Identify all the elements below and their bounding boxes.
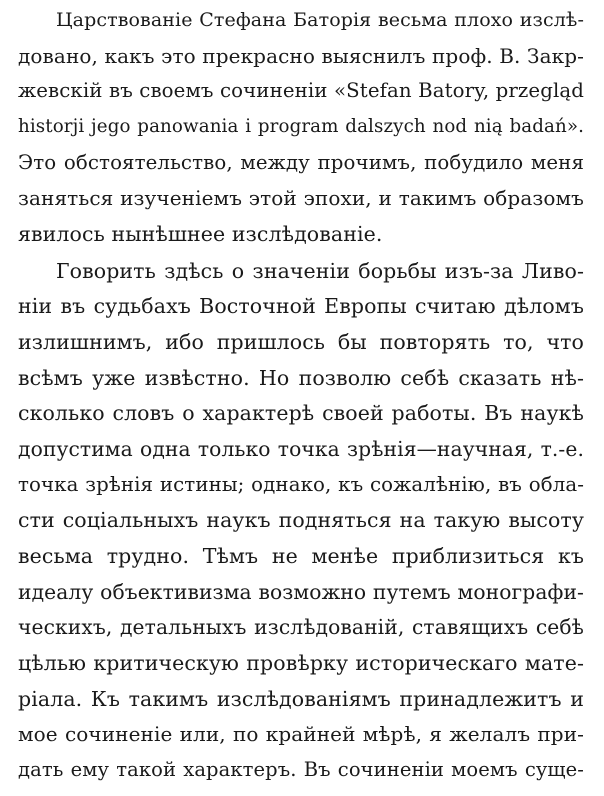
- text-line: сколько словъ о характерѣ своей работы. Въ наукѣ: [18, 401, 584, 425]
- text-line: довано, какъ это прекрасно выяснилъ проф. В. Закр-: [18, 44, 584, 68]
- text-line: явилось нынѣшнее изслѣдованіе.: [18, 222, 383, 246]
- text-line: Говорить здѣсь о значеніи борьбы изъ-за Ливо-: [56, 259, 584, 283]
- text-line: ріала. Къ такимъ изслѣдованіямъ принадлежитъ и: [18, 687, 584, 711]
- text-line: излишнимъ, ибо пришлось бы повторять то, что: [18, 330, 584, 354]
- text-line: ніи въ судьбахъ Восточной Европы считаю дѣломъ: [18, 294, 584, 318]
- text-line: дать ему такой характеръ. Въ сочиненіи моемъ суще-: [18, 758, 584, 781]
- text-line: historji jego panowania i program dalszych nod nią badań».: [18, 116, 584, 137]
- text-line: мое сочиненіе или, по крайней мѣрѣ, я желалъ при-: [18, 722, 584, 746]
- text-line: допустима одна только точка зрѣнія—научная, т.-е.: [18, 437, 584, 461]
- text-line: заняться изученіемъ этой эпохи, и такимъ образомъ: [18, 186, 584, 210]
- text-line: Царствованіе Стефана Баторія весьма плохо изслѣ-: [56, 9, 584, 31]
- text-line: сти соціальныхъ наукъ подняться на такую высоту: [18, 508, 584, 532]
- text-line: весьма трудно. Тѣмъ не менѣе приблизиться къ: [18, 544, 584, 568]
- text-line: ческихъ, детальныхъ изслѣдованій, ставящихъ себѣ: [18, 615, 584, 639]
- text-line: цѣлью критическую провѣрку историческаго мате-: [18, 651, 584, 675]
- text-line: точка зрѣнія истины; однако, къ сожалѣнію, въ обла-: [18, 473, 584, 496]
- text-line: идеалу объективизма возможно путемъ монографи-: [18, 580, 584, 604]
- text-line: Это обстоятельство, между прочимъ, побудило меня: [18, 151, 584, 174]
- text-line: жевскій въ своемъ сочиненіи «Stefan Batory, przegląd: [18, 79, 584, 102]
- text-line: всѣмъ уже извѣстно. Но позволю себѣ сказать нѣ-: [18, 366, 584, 390]
